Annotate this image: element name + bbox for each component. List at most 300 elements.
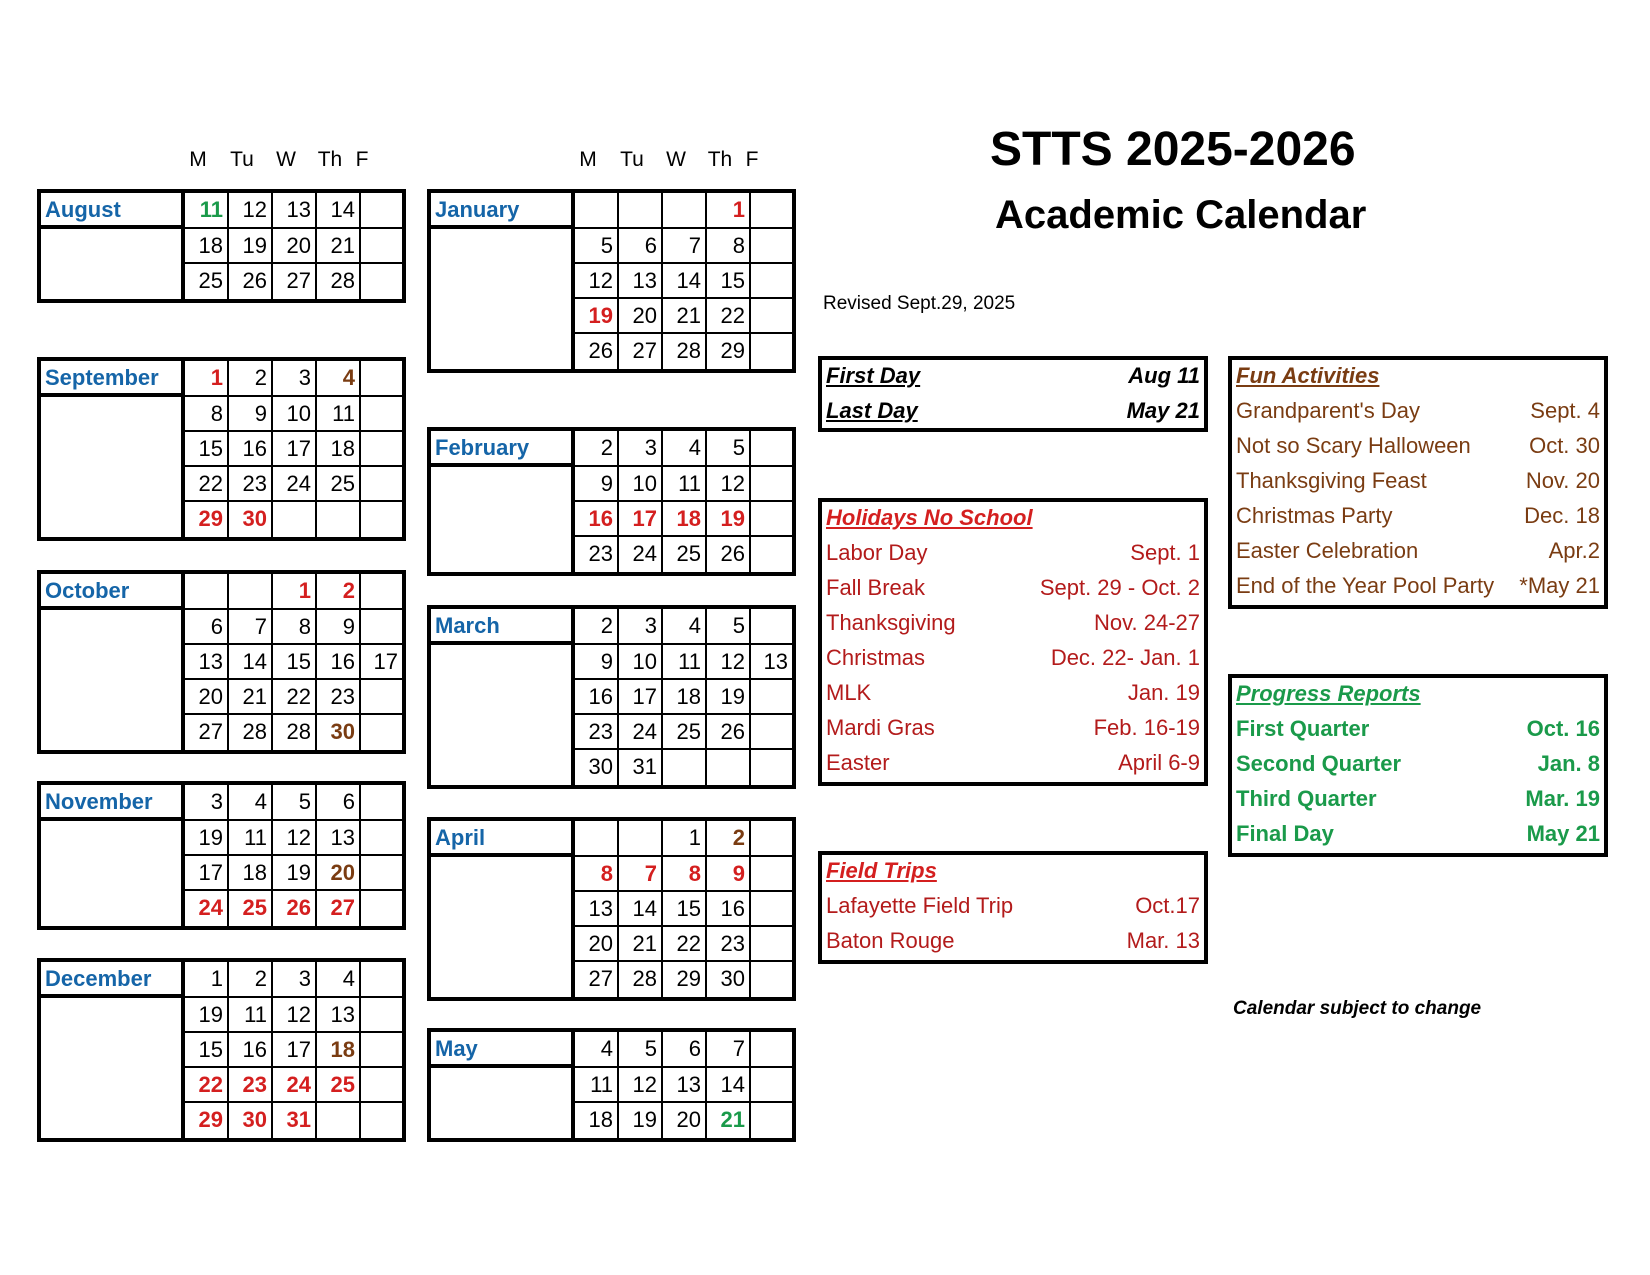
day-cell: 19 (575, 299, 619, 334)
day-cell: 4 (663, 431, 707, 467)
weekday-th: Th (707, 148, 733, 171)
month-name: October (41, 574, 185, 610)
item-date: Jan. 19 (1127, 680, 1200, 705)
page-subtitle: Academic Calendar (995, 193, 1367, 237)
day-cell: 5 (575, 229, 619, 264)
day-cell (751, 680, 792, 715)
box-item (826, 890, 1200, 924)
day-cell: 4 (575, 1032, 619, 1068)
day-cell (361, 502, 402, 537)
box-item (826, 747, 1200, 781)
day-cell: 6 (317, 785, 361, 821)
box-heading: Progress Reports (1236, 681, 1421, 706)
day-cell (361, 432, 402, 467)
day-cell: 16 (707, 892, 751, 927)
day-cell: 31 (619, 750, 663, 785)
box-item (826, 712, 1200, 746)
item-date: Jan. 8 (1537, 751, 1600, 776)
day-cell: 22 (663, 927, 707, 962)
month-name: January (431, 193, 575, 229)
item-label: Third Quarter (1236, 786, 1377, 811)
day-cell (575, 821, 619, 857)
day-cell: 12 (619, 1068, 663, 1103)
day-cell: 7 (229, 610, 273, 645)
day-cell: 3 (185, 785, 229, 821)
day-cell: 27 (619, 334, 663, 369)
day-cell (751, 299, 792, 334)
day-cell: 4 (317, 361, 361, 397)
day-cell: 23 (707, 927, 751, 962)
day-cell: 12 (707, 467, 751, 502)
day-cell: 27 (273, 264, 317, 299)
day-cell: 3 (273, 962, 317, 998)
day-cell: 13 (185, 645, 229, 680)
box-heading-row (1236, 360, 1600, 394)
item-label: End of the Year Pool Party (1236, 573, 1495, 598)
weekday-w: W (276, 148, 296, 171)
day-cell (361, 1033, 402, 1068)
day-cell: 8 (707, 229, 751, 264)
day-cell: 9 (575, 467, 619, 502)
day-cell: 22 (185, 467, 229, 502)
day-cell (751, 1103, 792, 1138)
month-december (37, 958, 406, 1142)
month-name: February (431, 431, 575, 467)
day-cell: 15 (185, 1033, 229, 1068)
day-cell: 2 (707, 821, 751, 857)
day-cell: 18 (663, 680, 707, 715)
day-cell: 24 (619, 537, 663, 572)
day-cell: 9 (229, 397, 273, 432)
item-date: Dec. 22- Jan. 1 (1050, 645, 1200, 670)
day-cell: 12 (575, 264, 619, 299)
day-cell: 25 (317, 467, 361, 502)
day-cell: 30 (575, 750, 619, 785)
day-cell: 1 (185, 361, 229, 397)
day-cell (751, 502, 792, 537)
day-cell: 17 (361, 645, 402, 680)
day-cell: 27 (317, 891, 361, 926)
day-cell: 19 (185, 821, 229, 856)
month-may (427, 1028, 796, 1142)
day-cell: 19 (185, 998, 229, 1033)
box-item (826, 925, 1200, 959)
day-cell (361, 856, 402, 891)
day-cell: 8 (663, 857, 707, 892)
day-cell (751, 1032, 792, 1068)
day-cell: 1 (707, 193, 751, 229)
day-cell (575, 193, 619, 229)
day-cell: 19 (229, 229, 273, 264)
day-cell: 12 (273, 998, 317, 1033)
day-cell: 4 (663, 609, 707, 645)
day-cell: 1 (185, 962, 229, 998)
day-cell: 17 (273, 1033, 317, 1068)
item-date: Dec. 18 (1524, 503, 1600, 528)
day-cell (751, 467, 792, 502)
day-cell: 2 (229, 361, 273, 397)
day-cell: 11 (229, 998, 273, 1033)
day-cell: 27 (185, 715, 229, 750)
day-cell: 6 (663, 1032, 707, 1068)
day-cell: 30 (707, 962, 751, 997)
day-cell: 13 (273, 193, 317, 229)
item-date: Feb. 16-19 (1093, 715, 1200, 740)
item-label: Christmas (826, 645, 926, 670)
day-cell: 19 (707, 502, 751, 537)
day-cell: 3 (273, 361, 317, 397)
weekday-m: M (189, 148, 207, 171)
day-cell: 30 (317, 715, 361, 750)
day-cell: 23 (575, 715, 619, 750)
day-cell: 9 (575, 645, 619, 680)
box-item (1236, 713, 1600, 747)
revised-note: Revised Sept.29, 2025 (823, 293, 1016, 314)
month-name: December (41, 962, 185, 998)
last-day-value: May 21 (1126, 398, 1200, 423)
day-cell: 25 (663, 715, 707, 750)
day-cell (619, 821, 663, 857)
weekday-f: F (355, 148, 369, 171)
weekday-m: M (579, 148, 597, 171)
day-cell: 21 (707, 1103, 751, 1138)
day-cell: 18 (663, 502, 707, 537)
item-label: Second Quarter (1236, 751, 1402, 776)
day-cell: 20 (575, 927, 619, 962)
day-cell (317, 1103, 361, 1138)
month-name: May (431, 1032, 575, 1068)
day-cell: 4 (229, 785, 273, 821)
day-cell (751, 962, 792, 997)
day-cell (361, 715, 402, 750)
day-cell: 7 (707, 1032, 751, 1068)
day-cell: 19 (273, 856, 317, 891)
day-cell (361, 397, 402, 432)
weekday-th: Th (317, 148, 343, 171)
day-cell: 29 (707, 334, 751, 369)
day-cell: 22 (707, 299, 751, 334)
day-cell: 16 (229, 1033, 273, 1068)
day-cell (751, 264, 792, 299)
day-cell (185, 574, 229, 610)
month-april (427, 817, 796, 1001)
item-date: Nov. 20 (1525, 468, 1600, 493)
item-label: Christmas Party (1236, 503, 1393, 528)
day-cell (751, 857, 792, 892)
day-cell: 29 (185, 502, 229, 537)
day-cell: 1 (663, 821, 707, 857)
item-date: Nov. 24-27 (1094, 610, 1200, 635)
day-cell: 3 (619, 431, 663, 467)
day-cell: 28 (273, 715, 317, 750)
day-cell: 22 (273, 680, 317, 715)
day-cell: 13 (575, 892, 619, 927)
item-date: Mar. 13 (1126, 928, 1200, 953)
day-cell (751, 715, 792, 750)
day-cell: 20 (273, 229, 317, 264)
day-cell: 14 (619, 892, 663, 927)
day-cell: 18 (575, 1103, 619, 1138)
day-cell: 2 (575, 609, 619, 645)
day-cell: 20 (317, 856, 361, 891)
day-cell: 11 (185, 193, 229, 229)
last-day-label: Last Day (826, 398, 918, 423)
day-cell: 8 (575, 857, 619, 892)
day-cell (751, 537, 792, 572)
day-cell: 28 (229, 715, 273, 750)
item-date: Sept. 1 (1130, 540, 1200, 565)
day-cell: 26 (707, 715, 751, 750)
day-cell: 2 (229, 962, 273, 998)
day-cell (707, 750, 751, 785)
day-cell: 3 (619, 609, 663, 645)
day-cell: 26 (229, 264, 273, 299)
item-date: May 21 (1526, 821, 1600, 846)
day-cell (751, 609, 792, 645)
day-cell (361, 193, 402, 229)
day-cell: 4 (317, 962, 361, 998)
item-label: Mardi Gras (826, 715, 935, 740)
day-cell: 15 (273, 645, 317, 680)
day-cell (361, 361, 402, 397)
weekday-f: F (745, 148, 759, 171)
day-cell (361, 680, 402, 715)
day-cell: 15 (707, 264, 751, 299)
item-label: Grandparent's Day (1236, 398, 1420, 423)
item-date: Sept. 29 - Oct. 2 (1039, 575, 1200, 600)
day-cell: 24 (273, 1068, 317, 1103)
day-cell: 24 (185, 891, 229, 926)
month-name: September (41, 361, 185, 397)
day-cell: 21 (663, 299, 707, 334)
day-cell: 18 (317, 432, 361, 467)
item-label: First Quarter (1236, 716, 1370, 741)
box-item (1236, 465, 1600, 499)
day-cell: 27 (575, 962, 619, 997)
box-item (1236, 818, 1600, 852)
day-cell: 24 (619, 715, 663, 750)
day-cell: 12 (229, 193, 273, 229)
day-cell: 15 (185, 432, 229, 467)
day-cell: 18 (185, 229, 229, 264)
first-day-label: First Day (826, 363, 921, 388)
day-cell: 10 (273, 397, 317, 432)
day-cell: 19 (619, 1103, 663, 1138)
day-cell: 14 (229, 645, 273, 680)
day-cell: 6 (619, 229, 663, 264)
day-cell: 11 (575, 1068, 619, 1103)
box-item (1236, 748, 1600, 782)
day-cell: 11 (663, 645, 707, 680)
day-cell: 17 (185, 856, 229, 891)
box-heading: Field Trips (826, 858, 937, 883)
day-cell: 12 (707, 645, 751, 680)
day-cell: 16 (575, 680, 619, 715)
box-item (1236, 395, 1600, 429)
day-cell (361, 229, 402, 264)
day-cell (361, 785, 402, 821)
day-cell: 16 (229, 432, 273, 467)
day-cell (361, 574, 402, 610)
item-label: MLK (826, 680, 872, 705)
day-cell (361, 962, 402, 998)
item-label: Fall Break (826, 575, 926, 600)
day-cell (751, 334, 792, 369)
page-title: STTS 2025-2026 (990, 123, 1356, 176)
day-cell: 21 (619, 927, 663, 962)
day-cell (751, 1068, 792, 1103)
day-cell: 9 (707, 857, 751, 892)
day-cell: 29 (185, 1103, 229, 1138)
day-cell: 1 (273, 574, 317, 610)
day-cell: 23 (229, 1068, 273, 1103)
day-cell: 28 (663, 334, 707, 369)
day-cell (361, 264, 402, 299)
item-date: *May 21 (1519, 573, 1600, 598)
weekday-tu: Tu (230, 148, 254, 171)
day-cell: 10 (619, 645, 663, 680)
box-item (826, 607, 1200, 641)
day-cell: 6 (185, 610, 229, 645)
box-item (826, 572, 1200, 606)
day-cell (751, 750, 792, 785)
day-cell: 30 (229, 502, 273, 537)
box-item (826, 642, 1200, 676)
day-cell: 16 (575, 502, 619, 537)
day-cell (361, 467, 402, 502)
item-date: Oct.17 (1135, 893, 1200, 918)
day-cell: 23 (575, 537, 619, 572)
day-cell: 11 (663, 467, 707, 502)
day-cell: 18 (229, 856, 273, 891)
day-cell (663, 750, 707, 785)
day-cell: 9 (317, 610, 361, 645)
day-cell (273, 502, 317, 537)
day-cell (663, 193, 707, 229)
day-cell: 20 (619, 299, 663, 334)
day-cell: 17 (619, 680, 663, 715)
day-cell: 7 (619, 857, 663, 892)
month-name: August (41, 193, 185, 229)
box-item (826, 677, 1200, 711)
day-cell: 31 (273, 1103, 317, 1138)
first-last-box (818, 356, 1208, 432)
day-cell: 26 (575, 334, 619, 369)
day-cell (361, 998, 402, 1033)
day-cell: 13 (663, 1068, 707, 1103)
day-cell (751, 193, 792, 229)
item-date: Oct. 30 (1529, 433, 1600, 458)
day-cell: 25 (185, 264, 229, 299)
day-cell: 14 (707, 1068, 751, 1103)
day-cell: 13 (751, 645, 792, 680)
day-cell: 13 (317, 821, 361, 856)
day-cell: 8 (185, 397, 229, 432)
day-cell: 25 (229, 891, 273, 926)
day-cell: 22 (185, 1068, 229, 1103)
day-cell: 18 (317, 1033, 361, 1068)
day-cell (751, 229, 792, 264)
subject-note: Calendar subject to change (1233, 998, 1482, 1019)
box-heading-row (826, 502, 1200, 536)
day-cell: 7 (663, 229, 707, 264)
month-name: November (41, 785, 185, 821)
weekday-tu: Tu (620, 148, 644, 171)
day-cell (751, 927, 792, 962)
day-cell: 5 (273, 785, 317, 821)
box-item (1236, 535, 1600, 569)
box-heading-row (1236, 678, 1600, 712)
month-name: April (431, 821, 575, 857)
month-october (37, 570, 406, 754)
day-cell (361, 1103, 402, 1138)
day-cell (619, 193, 663, 229)
day-cell: 26 (707, 537, 751, 572)
fun-activities-box (1228, 356, 1608, 609)
day-cell: 8 (273, 610, 317, 645)
day-cell: 21 (229, 680, 273, 715)
item-label: Lafayette Field Trip (826, 893, 1014, 918)
day-cell: 29 (663, 962, 707, 997)
box-item (826, 537, 1200, 571)
day-cell: 16 (317, 645, 361, 680)
day-cell: 28 (619, 962, 663, 997)
month-september (37, 357, 406, 541)
month-january (427, 189, 796, 373)
progress-reports-box (1228, 674, 1608, 857)
day-cell (317, 502, 361, 537)
item-label: Easter Celebration (1236, 538, 1419, 563)
day-cell (361, 610, 402, 645)
day-cell (751, 431, 792, 467)
item-date: Sept. 4 (1530, 398, 1600, 423)
day-cell: 15 (663, 892, 707, 927)
day-cell: 11 (317, 397, 361, 432)
day-cell: 13 (619, 264, 663, 299)
day-cell: 26 (273, 891, 317, 926)
item-label: Thanksgiving Feast (1236, 468, 1427, 493)
day-cell: 5 (707, 609, 751, 645)
box-heading: Holidays No School (826, 505, 1033, 530)
day-cell: 25 (317, 1068, 361, 1103)
last-day-row (826, 395, 1200, 429)
day-cell: 14 (663, 264, 707, 299)
day-cell: 21 (317, 229, 361, 264)
day-cell (229, 574, 273, 610)
day-cell: 25 (663, 537, 707, 572)
first-day-value: Aug 11 (1128, 363, 1200, 388)
day-cell: 20 (663, 1103, 707, 1138)
day-cell: 30 (229, 1103, 273, 1138)
month-march (427, 605, 796, 789)
month-name: March (431, 609, 575, 645)
box-item (1236, 783, 1600, 817)
day-cell: 11 (229, 821, 273, 856)
box-heading-row (826, 855, 1200, 889)
day-cell: 10 (619, 467, 663, 502)
day-cell: 17 (619, 502, 663, 537)
holidays-box (818, 498, 1208, 786)
item-label: Thanksgiving (826, 610, 956, 635)
item-label: Final Day (1236, 821, 1334, 846)
day-cell: 17 (273, 432, 317, 467)
item-date: Mar. 19 (1525, 786, 1600, 811)
item-date: Apr.2 (1548, 538, 1600, 563)
box-heading: Fun Activities (1236, 363, 1380, 388)
box-item (1236, 500, 1600, 534)
month-november (37, 781, 406, 930)
day-cell: 2 (317, 574, 361, 610)
